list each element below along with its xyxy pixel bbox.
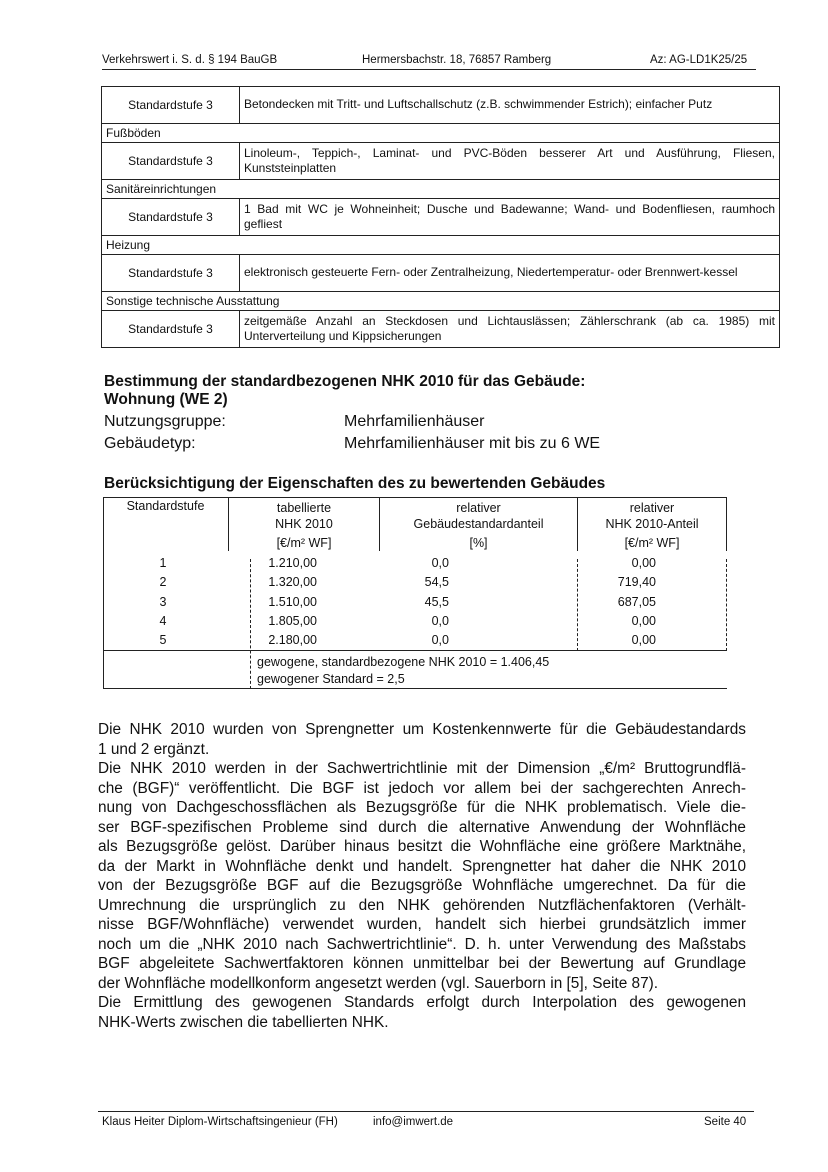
table-rule (103, 688, 727, 689)
paragraph-line: nung von Dachgeschossflächen als Bezugsgröße für die NHK problematisch. Viele die- (98, 799, 746, 816)
usage-group-value: Mehrfamilienhäuser (344, 413, 485, 430)
nhk-table-title: Berücksichtigung der Eigenschaften des zu bewertenden Gebäudes (104, 475, 606, 492)
paragraph-line: BGF abgeleitete Sachwertfaktoren können unmittelbar bei der Bewertung auf Grundlage (98, 955, 746, 972)
cell-anteil: 45,5 (424, 595, 449, 609)
paragraph-line: als Bezugsgröße gelöst. Darüber hinaus besitzt die Wohnfläche eine größere Marktnähe, (98, 838, 746, 855)
paragraph-line: von der Bezugsgröße BGF auf die Bezugsgröße Wohnfläche umgerechnet. Da für die (98, 877, 746, 894)
determination-subheading: Wohnung (WE 2) (104, 391, 228, 408)
cell-wert: 0,00 (631, 556, 656, 570)
table-row (102, 143, 780, 180)
cell-nhk: 1.805,00 (268, 614, 317, 628)
paragraph-line: Umrechnung die ursprünglich zu den NHK gehörenden Nutzflächenfaktoren (Verhält- (98, 896, 746, 914)
column-header-share-unit: [%] (469, 536, 488, 550)
section-row (102, 124, 780, 143)
determination-heading: Bestimmung der standardbezogenen NHK 2010 für das Gebäude: (104, 373, 586, 390)
paragraph-line: che (BGF)“ veröffentlicht. Die BGF ist jedoch vor allem bei der sachgerechten Anrech- (98, 779, 746, 797)
weighted-nhk-summary: gewogene, standardbezogene NHK 2010 = 1.406,45 (257, 655, 550, 669)
section-label-other-equipment: Sonstige technische Ausstattung (102, 292, 780, 311)
cell-anteil: 0,0 (431, 556, 449, 570)
column-header-portion-unit: [€/m² WF] (624, 536, 680, 550)
cell-nhk: 1.210,00 (268, 556, 317, 570)
header-left: Verkehrswert i. S. d. § 194 BauGB (102, 54, 278, 66)
column-header-standard-level: Standardstufe (126, 499, 205, 513)
description-cell: elektronisch gesteuerte Fern- oder Zentralheizung, Niedertemperatur- oder Brennwert-kessel (240, 255, 780, 292)
cell-stufe: 5 (159, 633, 167, 647)
cell-anteil: 54,5 (424, 575, 449, 589)
header-address: Hermersbachstr. 18, 76857 Ramberg (362, 54, 552, 66)
section-row (102, 236, 780, 255)
page-number: Seite 40 (704, 1116, 747, 1128)
table-row (102, 199, 780, 236)
standard-level-cell: Standardstufe 3 (102, 255, 240, 292)
paragraph-line: Die Ermittlung des gewogenen Standards erfolgt durch Interpolation des gewogenen (98, 994, 746, 1011)
standard-level-cell: Standardstufe 3 (102, 143, 240, 180)
section-label-sanitary: Sanitäreinrichtungen (102, 180, 780, 199)
standard-level-cell: Standardstufe 3 (102, 87, 240, 124)
table-rule (103, 497, 104, 689)
description-cell: 1 Bad mit WC je Wohneinheit; Dusche und Badewanne; Wand- und Bodenfliesen, raumhoch gefliest (240, 199, 780, 236)
table-row (102, 255, 780, 292)
description-cell: Linoleum-, Teppich-, Laminat- und PVC-Böden besserer Art und Ausführung, Fliesen, Kunststeinplatten (240, 143, 780, 180)
section-label-floors: Fußböden (102, 124, 780, 143)
paragraph-line: nisse BGF/Wohnfläche) verwendet wurden, handelt sich hierbei grundsätzlich immer (98, 916, 746, 933)
table-rule (577, 559, 578, 651)
building-type-label: Gebäudetyp: (104, 435, 196, 452)
column-header-nhk-line1: tabellierte (276, 501, 332, 515)
nhk-table (103, 497, 727, 689)
description-cell: zeitgemäße Anzahl an Steckdosen und Lichtauslässen; Zählerschrank (ab ca. 1985) mit Unterverteilung und Kippsicherungen (240, 311, 780, 348)
description-cell: Betondecken mit Tritt- und Luftschallschutz (z.B. schwimmender Estrich); einfacher Putz (240, 87, 780, 124)
cell-wert: 0,00 (631, 633, 656, 647)
paragraph-line: 1 und 2 ergänzt. (98, 740, 210, 758)
table-rule (726, 559, 727, 651)
cell-nhk: 2.180,00 (268, 633, 317, 647)
cell-stufe: 3 (159, 595, 167, 609)
paragraph-line: Die NHK 2010 werden in der Sachwertrichtlinie mit der Dimension „€/m² Bruttogrundflä- (98, 760, 746, 777)
cell-stufe: 1 (159, 556, 167, 570)
paragraph-line: ser BGF-spezifischen Probleme sind durch die alternative Anwendung der Wohnfläche (98, 818, 746, 836)
cell-anteil: 0,0 (431, 614, 449, 628)
paragraph-line: NHK-Werts zwischen die tabellierten NHK. (98, 1013, 389, 1031)
table-row (102, 311, 780, 348)
cell-stufe: 4 (159, 614, 167, 628)
column-header-nhk-line2: NHK 2010 (275, 517, 333, 531)
column-header-portion-line2: NHK 2010-Anteil (605, 517, 699, 531)
paragraph-line: da der Markt in Wohnfläche denkt und handelt. Sprengnetter hat daher die NHK 2010 (98, 857, 746, 875)
body-text (98, 720, 746, 1032)
section-row (102, 180, 780, 199)
specification-table (101, 86, 780, 348)
column-header-share-line2: Gebäudestandardanteil (413, 517, 544, 531)
cell-wert: 687,05 (617, 595, 656, 609)
table-rule (103, 650, 727, 651)
column-header-portion-line1: relativer (629, 501, 675, 515)
standard-level-cell: Standardstufe 3 (102, 199, 240, 236)
section-row (102, 292, 780, 311)
header-file-number: Az: AG-LD1K25/25 (650, 54, 748, 66)
usage-group-label: Nutzungsgruppe: (104, 413, 226, 430)
cell-stufe: 2 (159, 575, 167, 589)
building-type-value: Mehrfamilienhäuser mit bis zu 6 WE (344, 435, 601, 452)
header-rule (102, 69, 756, 70)
footer-rule (98, 1111, 754, 1112)
column-header-nhk-unit: [€/m² WF] (276, 536, 332, 550)
table-row (102, 87, 780, 124)
paragraph-line: der Wohnfläche modellkonform angesetzt werden (vgl. Sauerborn in [5], Seite 87). (98, 974, 659, 992)
paragraph-line: Die NHK 2010 wurden von Sprengnetter um Kostenkennwerte für die Gebäudestandards (98, 721, 746, 738)
table-rule (103, 497, 727, 498)
section-label-heating: Heizung (102, 236, 780, 255)
cell-wert: 0,00 (631, 614, 656, 628)
weighted-standard-summary: gewogener Standard = 2,5 (257, 672, 405, 686)
cell-anteil: 0,0 (431, 633, 449, 647)
cell-wert: 719,40 (617, 575, 656, 589)
footer-email-link[interactable]: info@imwert.de (373, 1116, 454, 1128)
paragraph-line: noch um die „NHK 2010 nach Sachwertrichtlinie“. D. h. unter Verwendung des Maßstabs (98, 935, 746, 953)
column-header-share-line1: relativer (456, 501, 501, 515)
cell-nhk: 1.510,00 (268, 595, 317, 609)
cell-nhk: 1.320,00 (268, 575, 317, 589)
table-rule (726, 497, 727, 551)
footer-author: Klaus Heiter Diplom-Wirtschaftsingenieur (FH) (102, 1116, 338, 1128)
standard-level-cell: Standardstufe 3 (102, 311, 240, 348)
